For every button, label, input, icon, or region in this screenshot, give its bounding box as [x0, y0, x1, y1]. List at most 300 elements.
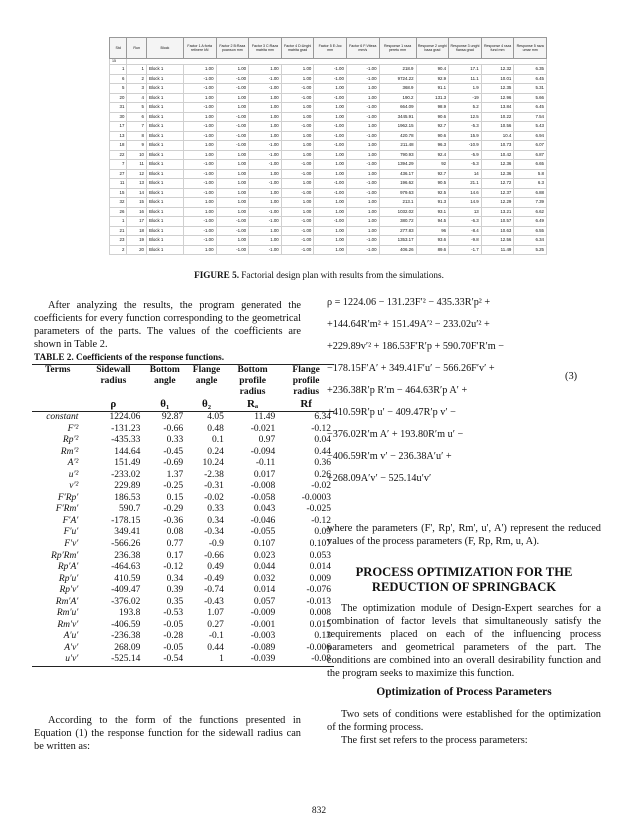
design-table-cell: 1.00: [346, 93, 379, 103]
coef-term-cell: Rp′A′: [57, 562, 79, 573]
design-table-cell: 1.00: [346, 150, 379, 160]
design-table-cell: -1.00: [281, 160, 314, 170]
design-table-cell: 368.9: [379, 84, 416, 94]
design-table-cell: 6.94: [514, 131, 547, 141]
design-table: [109, 37, 547, 255]
design-table-row: [110, 131, 547, 141]
design-corner-label: 15: [110, 59, 127, 65]
design-table-cell: 7: [110, 160, 127, 170]
design-table-cell: Block 1: [146, 207, 183, 217]
coef-value-cell: -0.11: [255, 458, 276, 469]
design-table-cell: 5.66: [514, 93, 547, 103]
design-table-cell: 90.4: [416, 65, 449, 75]
coef-symbol-cell: Rₐ: [227, 398, 278, 412]
design-table-cell: Block 1: [146, 160, 183, 170]
coef-term-cell: u′v′: [32, 654, 83, 666]
coef-value-cell: 0.015: [309, 619, 331, 630]
coef-symbol-cell: ρ: [83, 398, 143, 412]
design-table-row: [110, 65, 547, 75]
design-table-cell: 6.07: [514, 141, 547, 151]
design-table-cell: Block 1: [146, 188, 183, 198]
design-table-cell: 96: [416, 226, 449, 236]
coef-value-cell: 0.09: [314, 527, 331, 538]
coef-value-cell: 0.044: [253, 562, 276, 573]
coef-value-cell: -0.009: [250, 608, 276, 619]
coef-term-cell: F′Rm′: [55, 504, 79, 515]
design-table-cell: 5.31: [514, 84, 547, 94]
design-table-cell: 12: [127, 169, 147, 179]
design-table-row: [110, 103, 547, 113]
coef-value-cell: 0.107: [309, 539, 331, 550]
coef-value-cell: 0.032: [253, 573, 276, 584]
design-table-cell: 21: [110, 226, 127, 236]
coef-value-cell: -0.45: [163, 446, 184, 457]
design-header-cell: Factor 3 C:Raza matrita mm: [249, 38, 282, 59]
design-table-row: [110, 198, 547, 208]
coef-term-cell: v′²: [69, 481, 79, 492]
design-table-cell: -5.3: [449, 122, 482, 132]
design-table-cell: Block 1: [146, 131, 183, 141]
design-table-cell: 1.00: [314, 207, 347, 217]
design-header-cell: Std: [110, 38, 127, 59]
design-table-cell: -1.00: [216, 131, 249, 141]
coef-table-row: [32, 516, 334, 528]
design-table-cell: -1.00: [281, 122, 314, 132]
coef-value-cell: -0.025: [306, 504, 331, 515]
design-header-cell: Factor 6 F:Viteza mm/s: [346, 38, 379, 59]
coef-table-row: [32, 597, 334, 609]
coef-value-cell: 0.44: [314, 446, 331, 457]
coef-value-cell: 0.49: [207, 562, 224, 573]
coef-value-cell: 0.017: [253, 469, 276, 480]
design-table-cell: 5: [110, 84, 127, 94]
coef-value-cell: 0.014: [309, 562, 331, 573]
design-table-cell: -1.00: [281, 245, 314, 255]
design-table-cell: Block 1: [146, 122, 183, 132]
figure-caption-text: Factorial design plan with results from the simulations.: [239, 270, 444, 280]
design-table-cell: -1.00: [346, 74, 379, 84]
coef-value-cell: 410.59: [114, 573, 141, 584]
coef-value-cell: 193.8: [118, 608, 141, 619]
design-table-cell: -1.00: [216, 84, 249, 94]
design-header-cell: Factor 4 D:Unghi matrita grad: [281, 38, 314, 59]
design-table-row: [110, 160, 547, 170]
design-table-cell: 10.42: [481, 150, 514, 160]
design-table-cell: -1.00: [346, 131, 379, 141]
coef-header-cell: Flange profile radius: [278, 365, 334, 399]
design-table-cell: 1.00: [216, 207, 249, 217]
design-table-cell: 1: [127, 65, 147, 75]
page-number: 832: [311, 806, 327, 816]
design-table-cell: 664.09: [379, 103, 416, 113]
design-table-cell: 90.5: [416, 179, 449, 189]
design-table-cell: -1.00: [183, 188, 216, 198]
coef-value-cell: 0.35: [166, 596, 184, 607]
design-table-cell: -1.00: [216, 122, 249, 132]
design-table-cell: 6: [127, 112, 147, 122]
equation-line: +144.64R′m² + 151.49A′² − 233.02u′² +: [327, 319, 490, 330]
design-table-cell: 1.00: [183, 112, 216, 122]
coef-value-cell: -2.38: [204, 469, 224, 480]
design-table-cell: 6.87: [514, 150, 547, 160]
design-table-cell: -1.00: [346, 179, 379, 189]
design-table-cell: -1.00: [314, 65, 347, 75]
design-table-cell: 1.00: [249, 188, 282, 198]
design-table-cell: 4: [127, 93, 147, 103]
coef-value-cell: -178.15: [111, 515, 141, 526]
design-table-cell: -1.00: [216, 112, 249, 122]
coef-value-cell: -0.69: [163, 458, 184, 469]
design-table-cell: 21.1: [449, 179, 482, 189]
design-header-cell: Block: [146, 38, 183, 59]
coef-value-cell: 0.48: [207, 423, 224, 434]
coef-table-row: [32, 412, 334, 424]
design-table-row: [110, 217, 547, 227]
coef-term-cell: F′²: [67, 423, 79, 434]
design-table-cell: 16: [127, 207, 147, 217]
coef-table-row: [32, 562, 334, 574]
coef-value-cell: 1: [186, 654, 227, 666]
design-table-cell: 1.00: [346, 207, 379, 217]
design-table-cell: 13: [110, 131, 127, 141]
design-table-row: [110, 93, 547, 103]
design-table-cell: -1.00: [249, 141, 282, 151]
coef-value-cell: -0.54: [143, 654, 186, 666]
design-header-cell: Response 2 unghi baza grad: [416, 38, 449, 59]
coef-value-cell: -233.02: [111, 469, 141, 480]
design-table-cell: 1962.15: [379, 122, 416, 132]
coef-value-cell: -0.058: [250, 492, 276, 503]
design-table-cell: -1.00: [314, 131, 347, 141]
coef-table-row: [32, 643, 334, 655]
coef-symbol-cell: θ₁: [143, 398, 186, 412]
design-table-cell: -1.00: [346, 65, 379, 75]
table2-caption: TABLE 2. Coefficients of the response functions.: [34, 352, 225, 362]
design-table-cell: 91.1: [416, 84, 449, 94]
coef-symbol-cell: Rf: [278, 398, 334, 412]
coef-value-cell: -0.003: [250, 631, 276, 642]
design-table-cell: 1.00: [314, 112, 347, 122]
coef-value-cell: -0.05: [163, 642, 184, 653]
coef-header-cell: Terms: [32, 365, 83, 399]
design-table-cell: -1.00: [346, 188, 379, 198]
coef-value-cell: -0.02: [311, 481, 331, 492]
design-table-cell: -1.00: [314, 179, 347, 189]
design-table-cell: 190.2: [379, 93, 416, 103]
coef-value-cell: 1224.06: [109, 412, 141, 422]
design-table-cell: 94.5: [416, 217, 449, 227]
coef-value-cell: -0.02: [204, 492, 224, 503]
design-table-cell: 218.9: [379, 65, 416, 75]
coef-value-cell: -525.14: [83, 654, 143, 666]
design-table-cell: 1.00: [249, 198, 282, 208]
design-table-cell: 9: [127, 141, 147, 151]
coef-value-cell: -0.49: [204, 573, 224, 584]
design-table-cell: 1.00: [314, 236, 347, 246]
coef-value-cell: 0.39: [166, 585, 184, 596]
design-table-cell: 22: [110, 150, 127, 160]
coefficients-table: [32, 364, 334, 667]
design-table-cell: 20: [127, 245, 147, 255]
design-table-cell: 89.6: [416, 245, 449, 255]
coef-value-cell: 0.44: [207, 642, 224, 653]
coef-term-cell: A′²: [67, 458, 79, 469]
design-table-cell: 131.3: [416, 93, 449, 103]
design-table-row: [110, 74, 547, 84]
design-table-cell: 6: [110, 74, 127, 84]
design-table-cell: 5.25: [514, 245, 547, 255]
design-table-cell: 1.00: [346, 122, 379, 132]
design-table-cell: 17: [110, 122, 127, 132]
coef-value-cell: 0.107: [253, 539, 276, 550]
coef-value-cell: 0.17: [166, 550, 184, 561]
design-table-cell: -1.00: [314, 217, 347, 227]
design-table-cell: 7: [127, 122, 147, 132]
design-table-cell: 12.36: [481, 160, 514, 170]
design-table-cell: 1353.17: [379, 236, 416, 246]
design-table-cell: -1.00: [314, 141, 347, 151]
coef-value-cell: 4.05: [207, 412, 224, 422]
design-table-cell: -1.00: [183, 74, 216, 84]
coef-value-cell: -0.36: [163, 515, 184, 526]
coef-value-cell: -0.0003: [301, 492, 331, 503]
design-table-cell: 406.26: [379, 245, 416, 255]
coef-value-cell: 0.1: [212, 435, 224, 446]
design-table-cell: -1.00: [314, 74, 347, 84]
coef-value-cell: 0.36: [314, 458, 331, 469]
figure-caption: [0, 270, 638, 280]
coef-table-row: [32, 493, 334, 505]
design-table-cell: 31: [110, 103, 127, 113]
coef-term-cell: Rm′v′: [57, 619, 79, 630]
coef-value-cell: -0.66: [163, 423, 184, 434]
coef-table-row: [32, 574, 334, 586]
design-table-cell: 1.00: [216, 169, 249, 179]
design-table-cell: 1.00: [216, 236, 249, 246]
design-header-cell: Response 3 unghi flansa grad: [449, 38, 482, 59]
coef-value-cell: -0.046: [250, 515, 276, 526]
design-table-cell: Block 1: [146, 236, 183, 246]
coef-value-cell: -0.12: [311, 515, 331, 526]
design-table-cell: 6.3: [514, 179, 547, 189]
coef-value-cell: 349.41: [114, 527, 141, 538]
design-table-cell: 12.72: [481, 179, 514, 189]
equation-line: ρ = 1224.06 − 131.23F′² − 435.33R′p² +: [327, 297, 491, 308]
coef-symbol-cell: θ₂: [186, 398, 227, 412]
design-table-cell: 6.35: [514, 65, 547, 75]
coef-value-cell: -0.29: [163, 504, 184, 515]
coef-value-cell: 0.053: [309, 550, 331, 561]
design-table-cell: 10.01: [481, 74, 514, 84]
coef-value-cell: -0.12: [311, 423, 331, 434]
design-table-row: [110, 245, 547, 255]
design-table-cell: -1.00: [281, 217, 314, 227]
design-table-cell: 18: [110, 141, 127, 151]
design-table-cell: -1.00: [183, 217, 216, 227]
design-table-cell: 1.00: [281, 207, 314, 217]
design-table-cell: 1.00: [346, 226, 379, 236]
design-table-cell: -1.00: [183, 226, 216, 236]
design-table-cell: -1.00: [346, 103, 379, 113]
design-table-cell: 1.00: [281, 141, 314, 151]
design-table-cell: 92.7: [416, 169, 449, 179]
coef-value-cell: -131.23: [111, 423, 141, 434]
design-table-cell: Block 1: [146, 226, 183, 236]
coef-value-cell: 0.15: [166, 492, 184, 503]
design-table-cell: 23: [110, 236, 127, 246]
design-table-cell: 1.00: [183, 150, 216, 160]
design-table-cell: 17.1: [449, 65, 482, 75]
equation-line: +268.09A′v′ − 525.14u′v′: [327, 473, 432, 484]
design-table-cell: 6.55: [514, 226, 547, 236]
design-header-cell: Factor 5 E:Joc mm: [314, 38, 347, 59]
design-table-cell: 1.00: [249, 103, 282, 113]
coef-table-row: [32, 539, 334, 551]
coef-term-cell: Rp′u′: [58, 573, 79, 584]
coef-value-cell: -0.53: [163, 608, 184, 619]
coef-table-row: [32, 551, 334, 563]
coef-value-cell: -0.25: [163, 481, 184, 492]
design-table-cell: Block 1: [146, 74, 183, 84]
design-table-cell: Block 1: [146, 179, 183, 189]
design-table-cell: 196.62: [379, 179, 416, 189]
design-table-cell: -1.00: [216, 74, 249, 84]
equation-line: +410.59R′p u′ − 409.47R′p v′ −: [327, 407, 456, 418]
design-table-cell: 14: [449, 169, 482, 179]
design-table-cell: 1.00: [216, 160, 249, 170]
paragraph-parameter-definition: where the parameters (F', Rp', Rm', u', A') represent the reduced values of the process parameters (F, Rp, Rm, u, A).: [327, 523, 601, 547]
coef-value-cell: 11.49: [254, 412, 276, 422]
design-table-cell: 12.32: [481, 65, 514, 75]
coef-value-cell: 0.24: [207, 446, 224, 457]
design-table-cell: 1.00: [183, 141, 216, 151]
coef-value-cell: -0.66: [204, 550, 224, 561]
design-table-cell: 7.39: [514, 198, 547, 208]
design-table-cell: Block 1: [146, 150, 183, 160]
design-table-row: [110, 179, 547, 189]
design-table-cell: 1.00: [216, 179, 249, 189]
coef-value-cell: 6.34: [314, 412, 331, 422]
design-table-cell: 1.00: [216, 188, 249, 198]
design-table-cell: 12.29: [481, 198, 514, 208]
design-table-cell: 6.88: [514, 188, 547, 198]
design-table-cell: 13.21: [481, 207, 514, 217]
design-table-cell: 92.9: [416, 74, 449, 84]
coef-value-cell: -376.02: [111, 596, 141, 607]
design-header-cell: Response 5 raza umar mm: [514, 38, 547, 59]
coef-table-row: [32, 504, 334, 516]
design-table-cell: 98.9: [416, 103, 449, 113]
coef-value-cell: 0.77: [166, 539, 184, 550]
design-table-cell: 5.2: [449, 103, 482, 113]
design-table-cell: 1.00: [281, 198, 314, 208]
design-table-cell: -1.00: [281, 188, 314, 198]
design-table-cell: Block 1: [146, 245, 183, 255]
design-header-cell: Run: [127, 38, 147, 59]
design-table-cell: -1.00: [216, 141, 249, 151]
design-table-cell: 1.00: [183, 207, 216, 217]
design-table-cell: 18: [127, 226, 147, 236]
design-table-cell: -1.00: [183, 160, 216, 170]
equation-line: −376.02R′m A′ + 193.80R′m u′ −: [327, 429, 464, 440]
equation-number: (3): [565, 371, 578, 382]
coef-value-cell: 151.49: [114, 458, 141, 469]
design-table-cell: 13: [449, 207, 482, 217]
design-table-cell: -1.00: [249, 74, 282, 84]
design-table-cell: 1.00: [346, 217, 379, 227]
design-table-cell: -5.9: [449, 150, 482, 160]
design-table-cell: -1.00: [346, 112, 379, 122]
design-table-cell: 92.5: [416, 188, 449, 198]
design-table-cell: -1.00: [281, 236, 314, 246]
design-table-cell: 5.43: [514, 122, 547, 132]
design-table-cell: -1.00: [346, 160, 379, 170]
design-table-cell: 20: [110, 93, 127, 103]
design-table-cell: 6.34: [514, 236, 547, 246]
design-table-cell: 2: [110, 245, 127, 255]
design-table-cell: -1.00: [183, 103, 216, 113]
design-table-cell: 1.00: [183, 245, 216, 255]
design-table-cell: 1032.02: [379, 207, 416, 217]
design-table-cell: 15: [110, 188, 127, 198]
coef-term-cell: u′²: [68, 469, 79, 480]
paragraph-function-form: According to the form of the functions presented in Equation (1) the response function for the sidewall radius can be written as:: [34, 715, 301, 752]
design-table-cell: -1.00: [249, 179, 282, 189]
coef-value-cell: -406.59: [111, 619, 141, 630]
coef-term-cell: F′A′: [62, 515, 79, 526]
design-table-cell: 17: [127, 217, 147, 227]
design-table-cell: 6.45: [514, 103, 547, 113]
design-table-cell: 1.00: [346, 141, 379, 151]
design-table-cell: 1.00: [249, 93, 282, 103]
design-table-row: [110, 150, 547, 160]
design-table-cell: Block 1: [146, 103, 183, 113]
coef-header-cell: Bottom angle: [143, 365, 186, 399]
coef-value-cell: 0.009: [309, 573, 331, 584]
coef-value-cell: -0.1: [208, 631, 224, 642]
coef-table-row: [32, 585, 334, 597]
coef-table-row: [32, 608, 334, 620]
design-table-cell: -1.00: [314, 188, 347, 198]
design-table-cell: 1.00: [314, 84, 347, 94]
design-table-cell: 1.00: [249, 65, 282, 75]
design-table-cell: 92.4: [416, 150, 449, 160]
coef-symbol-cell: [32, 398, 83, 412]
design-table-cell: 436.17: [379, 169, 416, 179]
design-table-cell: 1.00: [216, 198, 249, 208]
coef-table-row: [32, 424, 334, 436]
coef-value-cell: -0.006: [306, 642, 331, 653]
coef-term-cell: Rm′A′: [55, 596, 79, 607]
coef-term-cell: F′Rp′: [57, 492, 79, 503]
design-table-cell: 213.1: [379, 198, 416, 208]
coef-table-row: [32, 481, 334, 493]
design-table-row: [110, 207, 547, 217]
design-table-cell: -1.00: [281, 93, 314, 103]
coef-term-cell: Rm′u′: [56, 608, 79, 619]
coef-value-cell: -435.33: [111, 435, 141, 446]
coef-value-cell: 0.008: [309, 608, 331, 619]
design-table-cell: 1.00: [249, 122, 282, 132]
design-table-cell: 1.00: [249, 112, 282, 122]
design-table-cell: 12.36: [481, 169, 514, 179]
design-table-cell: -1.00: [249, 245, 282, 255]
design-table-cell: 277.83: [379, 226, 416, 236]
design-table-cell: 1.00: [281, 103, 314, 113]
coef-value-cell: -0.001: [250, 619, 276, 630]
subsection-heading-optimization-parameters: Optimization of Process Parameters: [376, 686, 552, 698]
coef-value-cell: -0.12: [163, 562, 184, 573]
